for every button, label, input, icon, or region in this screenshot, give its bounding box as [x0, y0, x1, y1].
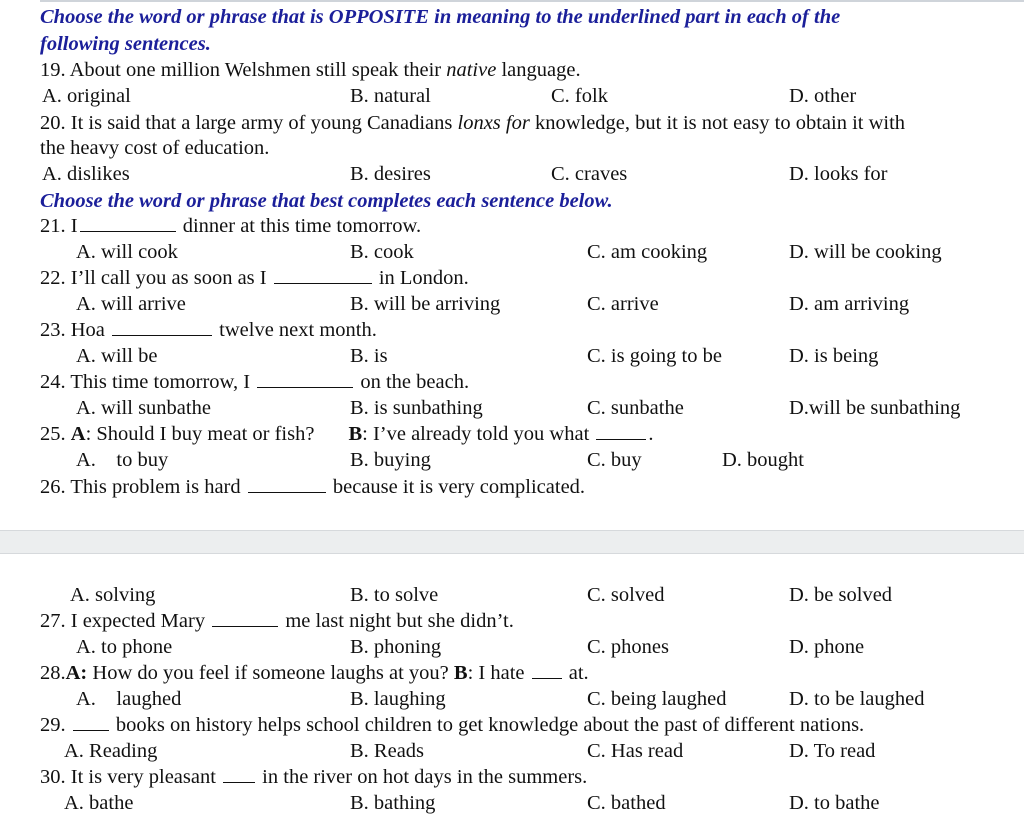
question-26: 26. This problem is hard because it is very complicated. [40, 476, 586, 498]
q26-option-a: A. solving [70, 584, 156, 606]
section2-instruction: Choose the word or phrase that best completes each sentence below. [40, 190, 613, 212]
q23-option-a: A. will be [76, 345, 158, 367]
question-25: 25. A: Should I buy meat or fish? B: I’ve already told you what . [40, 423, 654, 445]
q29-option-a: A. Reading [64, 740, 158, 762]
q19-option-b: B. natural [350, 85, 431, 107]
q24-option-d: D.will be sunbathing [789, 397, 961, 419]
q20-option-a: A. dislikes [42, 163, 130, 185]
q30-option-a: A. bathe [64, 792, 134, 814]
q30-option-c: C. bathed [587, 792, 666, 814]
q25-option-c: C. buy [587, 449, 642, 471]
q22-option-d: D. am arriving [789, 293, 910, 315]
q23-option-d: D. is being [789, 345, 879, 367]
q20-option-b: B. desires [350, 163, 431, 185]
q25-option-d: D. bought [722, 449, 804, 471]
q21-option-a: A. will cook [76, 241, 178, 263]
answer-blank [274, 266, 372, 284]
q19-option-a: A. original [42, 85, 131, 107]
q26-option-b: B. to solve [350, 584, 439, 606]
top-divider [40, 0, 1024, 2]
question-20: 20. It is said that a large army of young Canadians lonxs for knowledge, but it is not easy to obtain it with [40, 112, 906, 134]
q21-option-b: B. cook [350, 241, 414, 263]
question-27: 27. I expected Mary me last night but she didn’t. [40, 610, 514, 632]
question-28: 28.A: How do you feel if someone laughs at you? B: I hate at. [40, 662, 589, 684]
q28-option-d: D. to be laughed [789, 688, 925, 710]
section1-instruction-cont: following sentences. [40, 33, 211, 55]
question-30: 30. It is very pleasant in the river on hot days in the summers. [40, 766, 588, 788]
q21-option-c: C. am cooking [587, 241, 708, 263]
answer-blank [248, 475, 326, 493]
q22-option-c: C. arrive [587, 293, 659, 315]
q19-option-c: C. folk [551, 85, 608, 107]
question-23: 23. Hoa twelve next month. [40, 319, 377, 341]
q28-option-b: B. laughing [350, 688, 446, 710]
answer-blank [112, 318, 212, 336]
question-22: 22. I’ll call you as soon as I in London. [40, 267, 469, 289]
q28-option-a: A. laughed [76, 688, 182, 710]
page-break [0, 530, 1024, 554]
q24-option-b: B. is sunbathing [350, 397, 483, 419]
q21-option-d: D. will be cooking [789, 241, 942, 263]
question-29: 29. books on history helps school children to get knowledge about the past of different nations. [40, 714, 865, 736]
q24-option-c: C. sunbathe [587, 397, 684, 419]
q27-option-a: A. to phone [76, 636, 173, 658]
answer-blank [257, 370, 353, 388]
answer-blank [596, 422, 646, 440]
q27-option-d: D. phone [789, 636, 865, 658]
question-21: 21. I dinner at this time tomorrow. [40, 215, 422, 237]
q22-option-b: B. will be arriving [350, 293, 501, 315]
q29-option-b: B. Reads [350, 740, 425, 762]
q26-option-c: C. solved [587, 584, 665, 606]
answer-blank [73, 713, 109, 731]
q20-option-c: C. craves [551, 163, 628, 185]
q28-option-c: C. being laughed [587, 688, 727, 710]
q23-option-b: B. is [350, 345, 388, 367]
q27-option-c: C. phones [587, 636, 669, 658]
question-20-cont: the heavy cost of education. [40, 137, 270, 159]
q30-option-d: D. to bathe [789, 792, 880, 814]
q30-option-b: B. bathing [350, 792, 436, 814]
q20-option-d: D. looks for [789, 163, 888, 185]
q29-option-d: D. To read [789, 740, 876, 762]
q22-option-a: A. will arrive [76, 293, 186, 315]
section1-instruction: Choose the word or phrase that is OPPOSITE in meaning to the underlined part in each of the [40, 6, 841, 28]
q26-option-d: D. be solved [789, 584, 893, 606]
q24-option-a: A. will sunbathe [76, 397, 211, 419]
answer-blank [532, 661, 562, 679]
answer-blank [212, 609, 278, 627]
question-19: 19. About one million Welshmen still speak their native language. [40, 59, 581, 81]
answer-blank [223, 765, 255, 783]
q23-option-c: C. is going to be [587, 345, 722, 367]
q25-option-b: B. buying [350, 449, 431, 471]
q29-option-c: C. Has read [587, 740, 684, 762]
question-24: 24. This time tomorrow, I on the beach. [40, 371, 470, 393]
q19-option-d: D. other [789, 85, 857, 107]
answer-blank [80, 214, 176, 232]
q25-option-a: A. to buy [76, 449, 169, 471]
q27-option-b: B. phoning [350, 636, 442, 658]
